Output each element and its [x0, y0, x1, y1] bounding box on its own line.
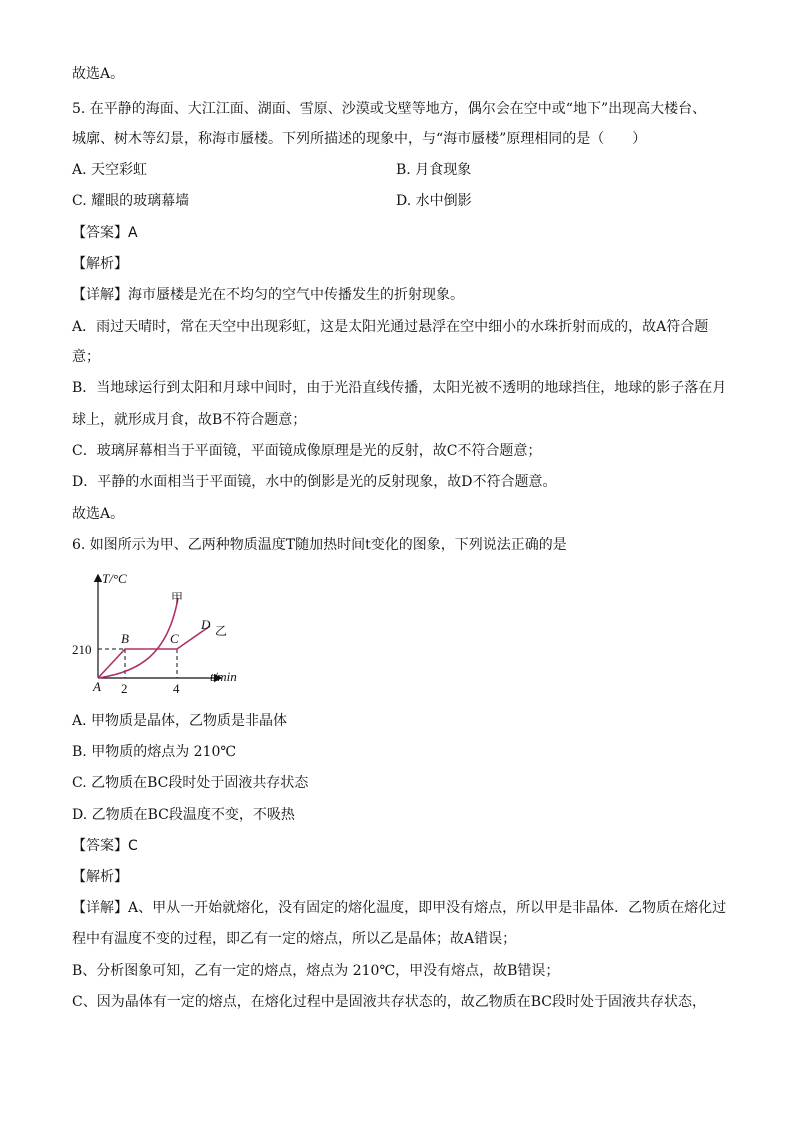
q5-detail-line: D．平静的水面相当于平面镜，水中的倒影是光的反射现象，故D不符合题意。: [72, 474, 557, 490]
q6-option-c: C. 乙物质在BC段时处于固液共存状态: [72, 775, 309, 791]
origin-label: A: [93, 679, 101, 694]
q6-detail-line: 【详解】A、甲从一开始就熔化，没有固定的熔化温度，即甲没有熔点，所以甲是非晶体．乙物质在熔化过: [72, 900, 727, 916]
q5-conclusion: 故选A。: [72, 506, 125, 522]
curve-jia-label: 甲: [171, 591, 184, 605]
q5-detail-line: 球上，就形成月食，故B不符合题意；: [72, 412, 307, 428]
q6-detail-line: C、因为晶体有一定的熔点，在熔化过程中是固液共存状态的，故乙物质在BC段时处于固液共存状态，: [72, 994, 706, 1010]
q5-option-d: D. 水中倒影: [396, 193, 472, 209]
q5-detail-line: 【详解】海市蜃楼是光在不均匀的空气中传播发生的折射现象。: [72, 287, 464, 303]
q6-option-a: A. 甲物质是晶体，乙物质是非晶体: [72, 713, 288, 729]
q6-detail-line: 程中有温度不变的过程，即乙有一定的熔点，所以乙是晶体；故A错误；: [72, 931, 517, 947]
q5-analysis-label: 【解析】: [72, 256, 128, 272]
x-axis-label: t/min: [210, 669, 237, 684]
q6-option-d: D. 乙物质在BC段温度不变，不吸热: [72, 807, 295, 823]
q5-detail-line: C．玻璃屏幕相当于平面镜，平面镜成像原理是光的反射，故C不符合题意；: [72, 443, 542, 459]
q5-answer: 【答案】A: [72, 225, 138, 241]
point-c-label: C: [170, 631, 179, 646]
q5-detail-line: 意；: [72, 349, 100, 365]
q6-answer: 【答案】C: [72, 838, 138, 854]
temperature-time-graph: [70, 568, 260, 698]
prev-conclusion: 故选A。: [72, 66, 125, 82]
q6-analysis-label: 【解析】: [72, 869, 128, 885]
q6-detail-line: B、分析图象可知，乙有一定的熔点，熔点为 210℃，甲没有熔点，故B错误；: [72, 963, 560, 979]
x-tick-4: 4: [173, 681, 180, 696]
point-b-label: B: [121, 631, 129, 646]
point-d-label: D: [201, 617, 211, 632]
q5-option-a: A. 天空彩虹: [72, 162, 148, 178]
y-tick-210: 210: [72, 642, 92, 657]
q5-detail-line: A．雨过天晴时，常在天空中出现彩虹，这是太阳光通过悬浮在空中细小的水珠折射而成的，故A符合题: [72, 319, 709, 335]
q6-stem: 6. 如图所示为甲、乙两种物质温度T随加热时间t变化的图象，下列说法正确的是: [72, 537, 567, 553]
q5-stem-line1: 5. 在平静的海面、大江江面、湖面、雪原、沙漠或戈壁等地方，偶尔会在空中或“地下”出现高大楼台、: [72, 101, 707, 117]
y-axis-label: T/°C: [102, 571, 127, 586]
curve-yi-label: 乙: [215, 624, 228, 638]
q5-option-c: C. 耀眼的玻璃幕墙: [72, 193, 190, 209]
x-tick-2: 2: [121, 681, 128, 696]
q5-option-b: B. 月食现象: [396, 162, 472, 178]
q5-detail-line: B．当地球运行到太阳和月球中间时，由于光沿直线传播，太阳光被不透明的地球挡住，地球的影子落在月: [72, 380, 727, 396]
q5-stem-line2: 城廓、树木等幻景，称海市蜃楼。下列所描述的现象中，与“海市蜃楼”原理相同的是（ ）: [72, 131, 647, 147]
q6-option-b: B. 甲物质的熔点为 210℃: [72, 744, 237, 760]
